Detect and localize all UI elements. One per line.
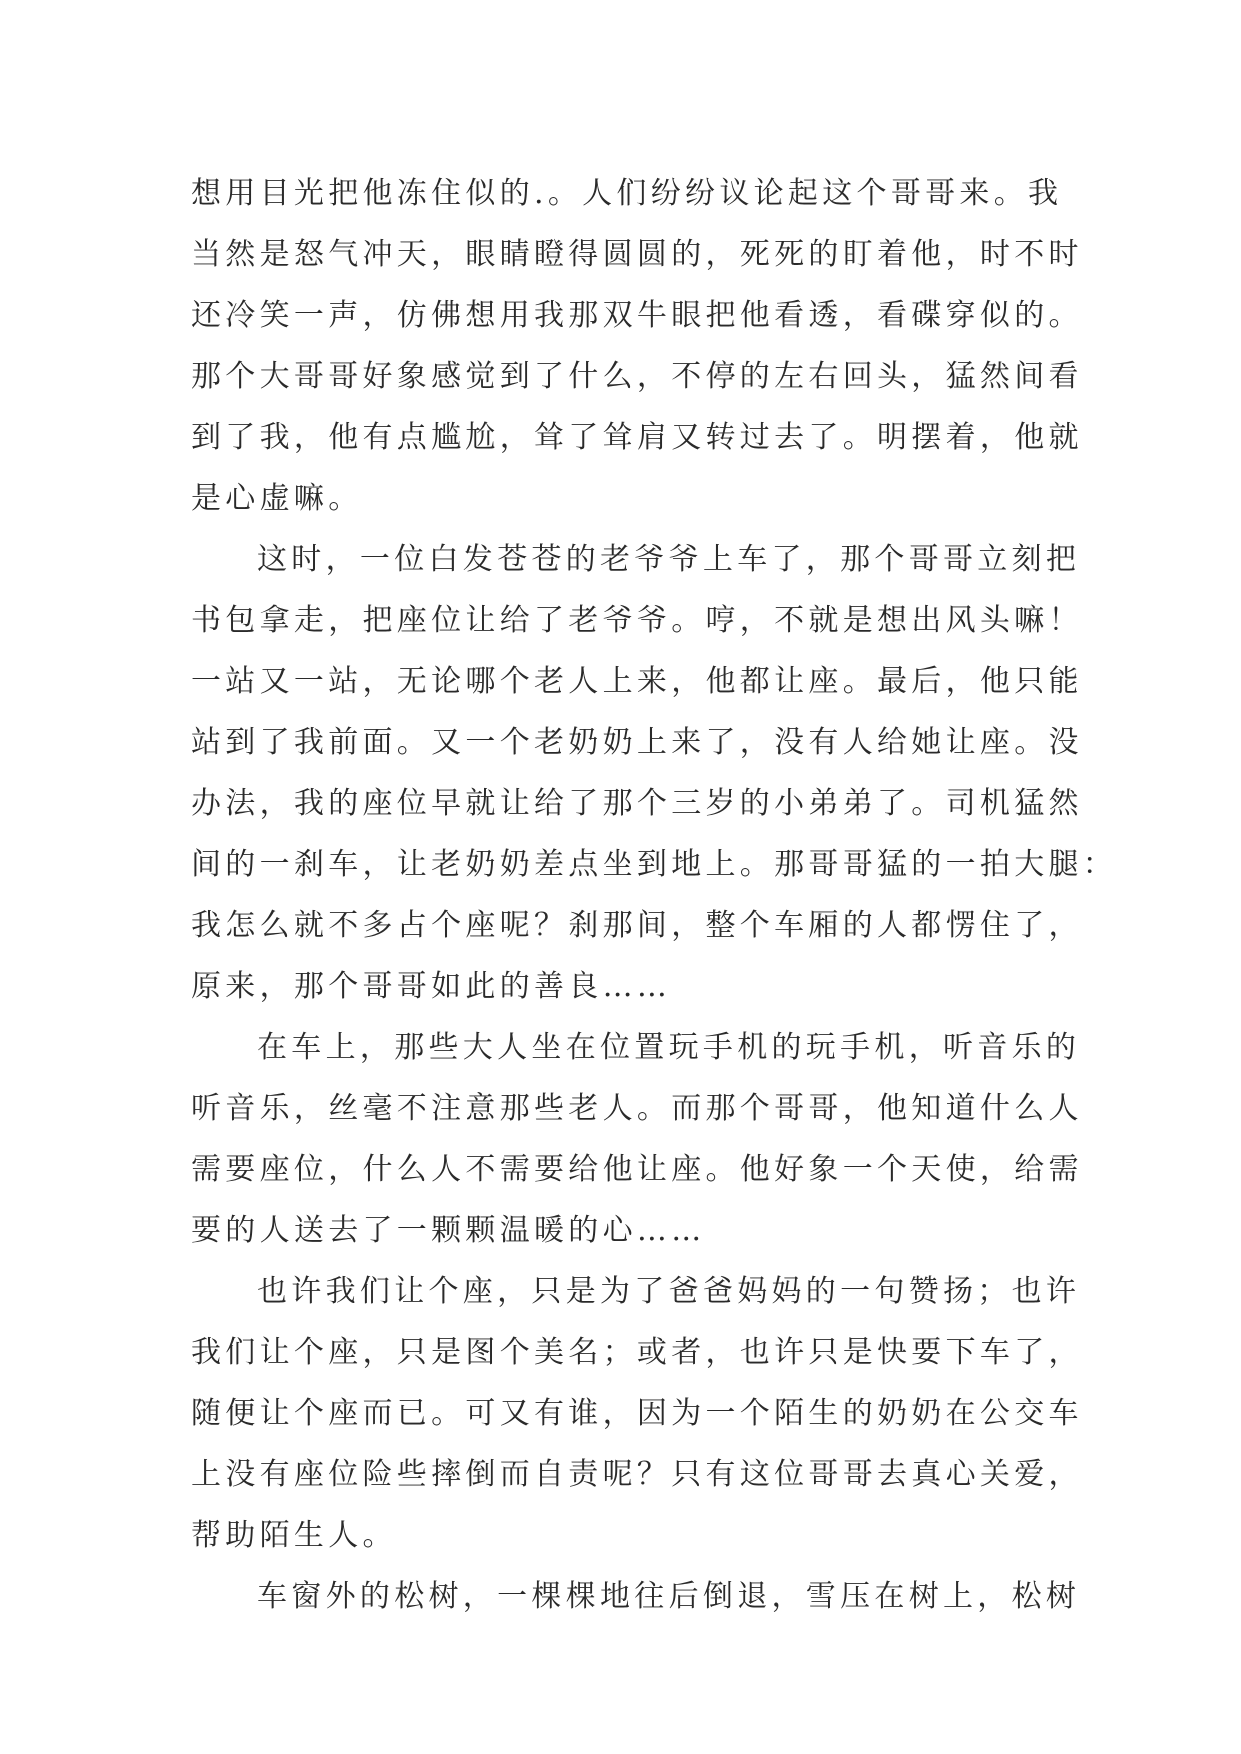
text-line: 书包拿走，把座位让给了老爷爷。哼，不就是想出风头嘛！ <box>191 603 1083 638</box>
text-line-indented: 车窗外的松树，一棵棵地往后倒退，雪压在树上，松树 <box>257 1579 1081 1614</box>
text-line: 一站又一站，无论哪个老人上来，他都让座。最后，他只能 <box>191 664 1083 699</box>
paragraph-3 <box>191 1017 1083 1261</box>
text-line: 是心虚嘛。 <box>191 481 363 516</box>
paragraph-2 <box>191 529 1118 1017</box>
text-line: 办法，我的座位早就让给了那个三岁的小弟弟了。司机猛然 <box>191 786 1083 821</box>
document-body <box>191 163 1118 1627</box>
text-line: 帮助陌生人。 <box>191 1518 397 1553</box>
text-line: 想用目光把他冻住似的.。人们纷纷议论起这个哥哥来。我 <box>191 176 1063 211</box>
text-line: 原来，那个哥哥如此的善良…… <box>191 969 672 1004</box>
text-line-indented: 也许我们让个座，只是为了爸爸妈妈的一句赞扬；也许 <box>257 1274 1081 1309</box>
paragraph-5 <box>191 1566 1081 1627</box>
text-line: 还冷笑一声，仿佛想用我那双牛眼把他看透，看碟穿似的。 <box>191 298 1083 333</box>
text-line: 间的一刹车，让老奶奶差点坐到地上。那哥哥猛的一拍大腿： <box>191 847 1118 882</box>
text-line: 随便让个座而已。可又有谁，因为一个陌生的奶奶在公交车 <box>191 1396 1083 1431</box>
text-line: 我怎么就不多占个座呢？刹那间，整个车厢的人都愣住了， <box>191 908 1083 943</box>
paragraph-4 <box>191 1261 1083 1566</box>
text-line: 到了我，他有点尴尬，耸了耸肩又转过去了。明摆着，他就 <box>191 420 1083 455</box>
text-line: 上没有座位险些摔倒而自责呢？只有这位哥哥去真心关爱， <box>191 1457 1083 1492</box>
text-line: 当然是怒气冲天，眼睛瞪得圆圆的，死死的盯着他，时不时 <box>191 237 1083 272</box>
text-line: 需要座位，什么人不需要给他让座。他好象一个天使，给需 <box>191 1152 1083 1187</box>
paragraph-1 <box>191 163 1083 529</box>
text-line: 要的人送去了一颗颗温暖的心…… <box>191 1213 706 1248</box>
text-line-indented: 这时，一位白发苍苍的老爷爷上车了，那个哥哥立刻把 <box>257 542 1081 577</box>
text-line: 听音乐，丝毫不注意那些老人。而那个哥哥，他知道什么人 <box>191 1091 1083 1126</box>
text-line: 那个大哥哥好象感觉到了什么，不停的左右回头，猛然间看 <box>191 359 1083 394</box>
text-line-indented: 在车上，那些大人坐在位置玩手机的玩手机，听音乐的 <box>257 1030 1081 1065</box>
text-line: 我们让个座，只是图个美名；或者，也许只是快要下车了， <box>191 1335 1083 1370</box>
text-line: 站到了我前面。又一个老奶奶上来了，没有人给她让座。没 <box>191 725 1083 760</box>
